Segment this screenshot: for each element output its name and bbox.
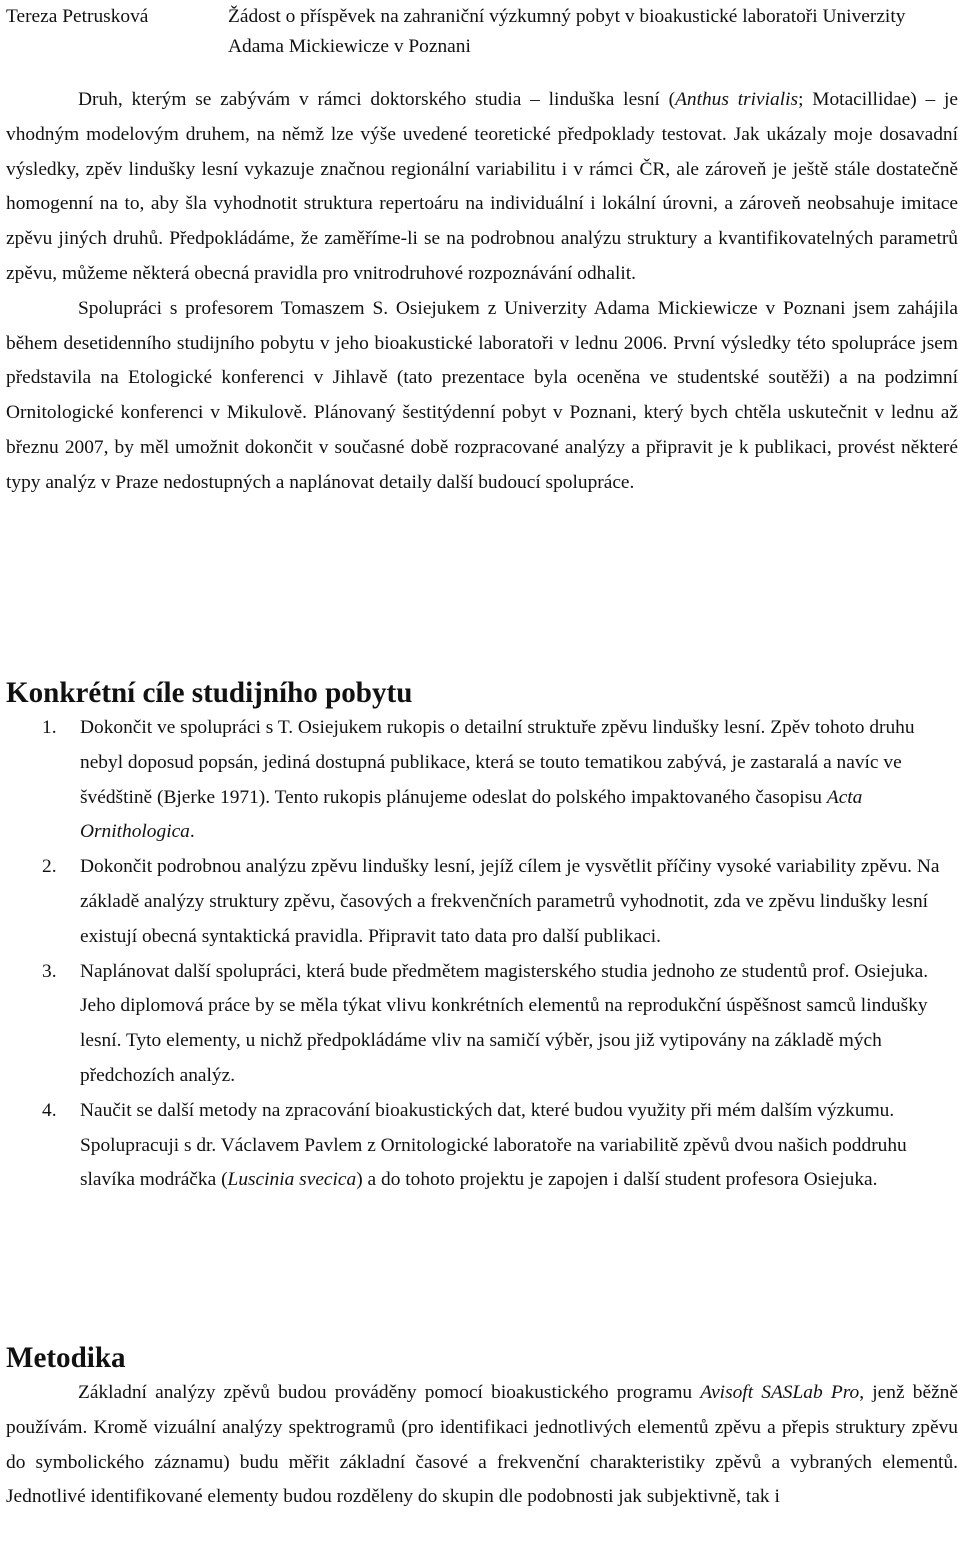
intro-p1-text-a: Druh, kterým se zabývám v rámci doktorského studia – linduška lesní ( bbox=[78, 89, 676, 110]
author-name: Tereza Petrusková bbox=[6, 6, 149, 27]
method-paragraph bbox=[6, 1376, 958, 1515]
journal-name: Acta Ornithologica bbox=[80, 786, 863, 843]
goal-text bbox=[80, 711, 958, 850]
goal-text-main: Naučit se další metody na zpracování bioakustických dat, které budou využity při mém dalším výzkumu. Spolupracuji s dr. Václavem Pavlem z Ornitologické laboratoře na variabilitě zpěvů dvou našich poddruhu slavíka modráčka ( bbox=[80, 1099, 907, 1191]
goal-number: 3. bbox=[42, 960, 57, 982]
goal-item bbox=[6, 955, 958, 1094]
intro-p1-text-b: ; Motacillidae) – je vhodným modelovým druhem, na němž lze výše uvedené teoretické předpoklady testovat. Jak ukázaly moje dosavadní výsledky, zpěv lindušky lesní vykazuje značnou regionální variabilitu i v rámci ČR, ale zároveň je ještě stále dostatečně homogenní na to, aby šla vyhodnotit struktura repertoáru na individuální i lokální úrovni, a zároveň neobsahuje imitace zpěvu jiných druhů. Předpokládáme, že zaměříme-li se na podrobnou analýzu struktury a kvantifikovatelných parametrů zpěvu, můžeme některá obecná pravidla pro vnitrodruhové rozpoznávání odhalit. bbox=[6, 89, 958, 284]
goal-text-main: Dokončit ve spolupráci s T. Osiejukem rukopis o detailní struktuře zpěvu lindušky lesní. Zpěv tohoto druhu nebyl doposud popsán, jediná dostupná publikace, která se touto tematikou zabývá, je zastaralá a navíc ve švédštině (Bjerke 1971). Tento rukopis plánujeme odeslat do polského impaktovaného časopisu bbox=[80, 717, 915, 808]
goal-text-tail: ) a do tohoto projektu je zapojen i další student profesora Osiejuka. bbox=[356, 1169, 878, 1191]
intro-section bbox=[6, 83, 958, 501]
goal-text: Naplánovat další spolupráci, která bude předmětem magisterského studia jednoho ze studentů prof. Osiejuka. Jeho diplomová práce by se měla týkat vlivu konkrétních elementů na reprodukční úspěšnost samců lindušky lesní. Tyto elementy, u nichž předpokládáme vliv na samičí výběr, jsou již vytipovány na základě mých předchozích analýz. bbox=[80, 960, 929, 1086]
goal-item bbox=[6, 1094, 958, 1198]
goal-text bbox=[80, 1094, 958, 1198]
species-latin-name: Luscinia svecica bbox=[227, 1169, 357, 1191]
goal-item bbox=[6, 850, 958, 954]
goal-number: 2. bbox=[42, 856, 57, 878]
method-text-a: Základní analýzy zpěvů budou prováděny pomocí bioakustického programu bbox=[78, 1382, 701, 1403]
species-latin-name: Anthus trivialis bbox=[675, 89, 799, 110]
document-title: Žádost o příspěvek na zahraniční výzkumný pobyt v bioakustické laboratoři Univerzity Adama Mickiewicze v Poznani bbox=[228, 6, 906, 57]
intro-paragraph-2: Spolupráci s profesorem Tomaszem S. Osiejukem z Univerzity Adama Mickiewicze v Poznani jsem zahájila během desetidenního studijního pobytu v jeho bioakustické laboratoři v lednu 2006. První výsledky této spolupráce jsem představila na Etologické konferenci v Jihlavě (tato prezentace byla oceněna ve studentské soutěži) a na podzimní Ornitologické konferenci v Mikulově. Plánovaný šestitýdenní pobyt v Poznani, který bych chtěla uskutečnit v lednu až březnu 2007, by měl umožnit dokončit v současné době rozpracované analýzy a připravit je k publikaci, provést některé typy analýz v Praze nedostupných a naplánovat detaily další budoucí spolupráce. bbox=[6, 297, 958, 493]
method-heading: Metodika bbox=[6, 1342, 126, 1374]
method-section bbox=[6, 1376, 958, 1515]
goals-heading: Konkrétní cíle studijního pobytu bbox=[6, 677, 413, 709]
goal-number: 4. bbox=[42, 1099, 57, 1121]
method-text-b: , jenž běžně používám. Kromě vizuální analýzy spektrogramů (pro identifikaci jednotlivých elementů zpěvu a přepis struktury zpěvu do symbolického záznamu) budu měřit základní časové a frekvenční charakteristiky zpěvů a vybraných elementů. Jednotlivé identifikované elementy budou rozděleny do skupin dle podobnosti jak subjektivně, tak i bbox=[6, 1382, 958, 1508]
intro-paragraph-1 bbox=[6, 83, 958, 292]
goal-item bbox=[6, 711, 958, 850]
goal-text-tail: . bbox=[189, 821, 195, 843]
software-name: Avisoft SASLab Pro bbox=[700, 1382, 860, 1403]
goals-list bbox=[6, 711, 958, 1198]
goal-number: 1. bbox=[42, 717, 57, 738]
goal-text: Dokončit podrobnou analýzu zpěvu lindušky lesní, jejíž cílem je vysvětlit příčiny vysoké variability zpěvu. Na základě analýzy struktury zpěvu, časových a frekvenčních parametrů vyhodnotit, zda ve zpěvu lindušky lesní existují obecná syntaktická pravidla. Připravit tato data pro další publikaci. bbox=[80, 856, 940, 947]
